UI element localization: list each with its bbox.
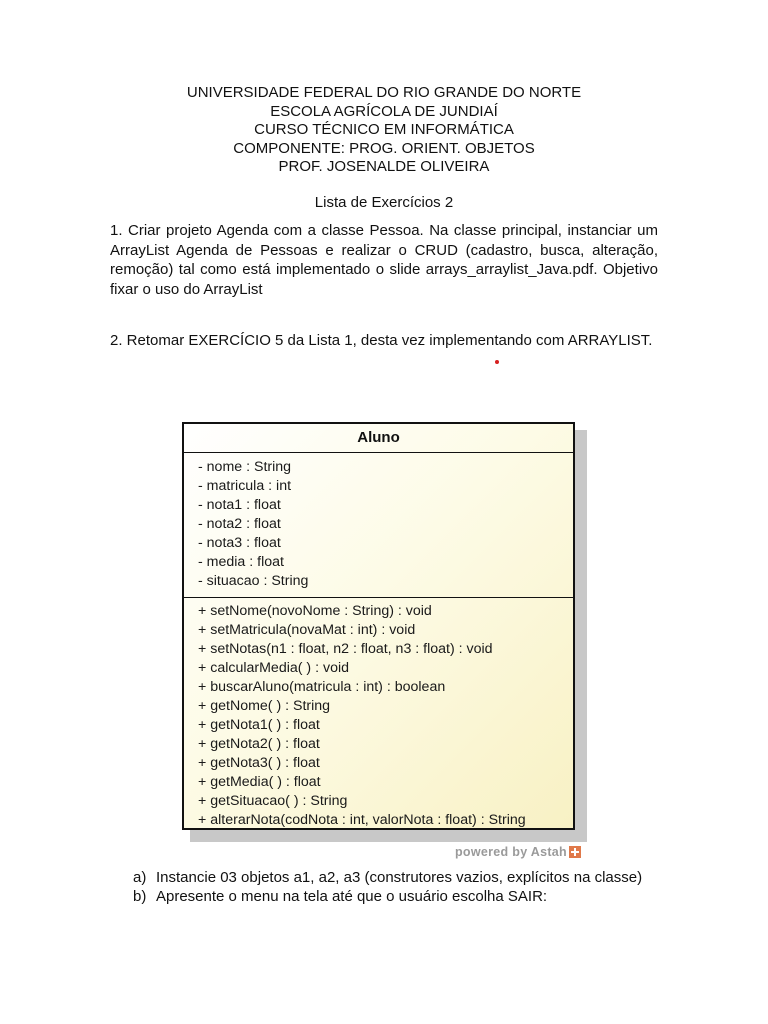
uml-attribute: - nota2 : float [198,516,281,532]
uml-operation: + alterarNota(codNota : int, valorNota : float) : String [198,812,526,828]
uml-attribute: - situacao : String [198,573,309,589]
uml-operation: + getNota3( ) : float [198,755,320,771]
uml-operation: + buscarAluno(matricula : int) : boolean [198,679,446,695]
list-item-text: Instancie 03 objetos a1, a2, a3 (construtores vazios, explícitos na classe) [156,869,643,886]
document-subtitle: Lista de Exercícios 2 [314,194,454,211]
list-item-marker: a) [133,869,147,886]
uml-operation: + calcularMedia( ) : void [198,660,349,676]
uml-operation: + setNotas(n1 : float, n2 : float, n3 : float) : void [198,641,493,657]
instruction-list [133,869,642,906]
uml-attribute: - matricula : int [198,478,292,494]
header-university: UNIVERSIDADE FEDERAL DO RIO GRANDE DO NORTE [186,84,582,101]
uml-attributes [184,453,573,598]
uml-operation: + setNome(novoNome : String) : void [198,603,432,619]
uml-class-name: Aluno [184,424,573,453]
header-school: ESCOLA AGRÍCOLA DE JUNDIAÍ [270,102,498,120]
exercise-1: 1. Criar projeto Agenda com a classe Pessoa. Na classe principal, instanciar um ArrayList Agenda de Pessoas e realizar o CRUD (cadastro, busca, alteração, remoção) tal como está implementado o slide arrays_arraylist_Java.pdf. Objetivo fixar o uso do ArrayList [110,222,658,298]
list-item-text: Apresente o menu na tela até que o usuário escolha SAIR: [156,887,548,905]
uml-operation: + getNome( ) : String [198,698,331,714]
uml-attribute: - nota1 : float [198,497,281,513]
uml-operation: + getMedia( ) : float [198,774,321,790]
uml-operation: + getNota1( ) : float [198,717,320,733]
astah-logo-icon [569,846,581,858]
list-item [133,869,642,888]
red-dot-mark [495,360,499,364]
uml-operations [184,598,573,830]
uml-attribute: - nome : String [198,459,292,475]
header-professor: PROF. JOSENALDE OLIVEIRA [278,158,490,175]
list-item-marker: b) [133,887,147,905]
powered-by-label: powered by Astah [455,845,567,859]
uml-attribute: - media : float [198,554,284,570]
uml-operation: + setMatricula(novaMat : int) : void [198,622,416,638]
uml-class-diagram [182,422,575,830]
astah-watermark [455,845,581,859]
header-component: COMPONENTE: PROG. ORIENT. OBJETOS [233,139,535,157]
list-item [133,888,642,907]
document-header [0,84,768,177]
uml-attribute: - nota3 : float [198,535,281,551]
uml-operation: + getSituacao( ) : String [198,793,348,809]
exercise-2: 2. Retomar EXERCÍCIO 5 da Lista 1, desta vez implementando com ARRAYLIST. [110,332,653,349]
uml-operation: + getNota2( ) : float [198,736,320,752]
header-course: CURSO TÉCNICO EM INFORMÁTICA [254,121,514,138]
